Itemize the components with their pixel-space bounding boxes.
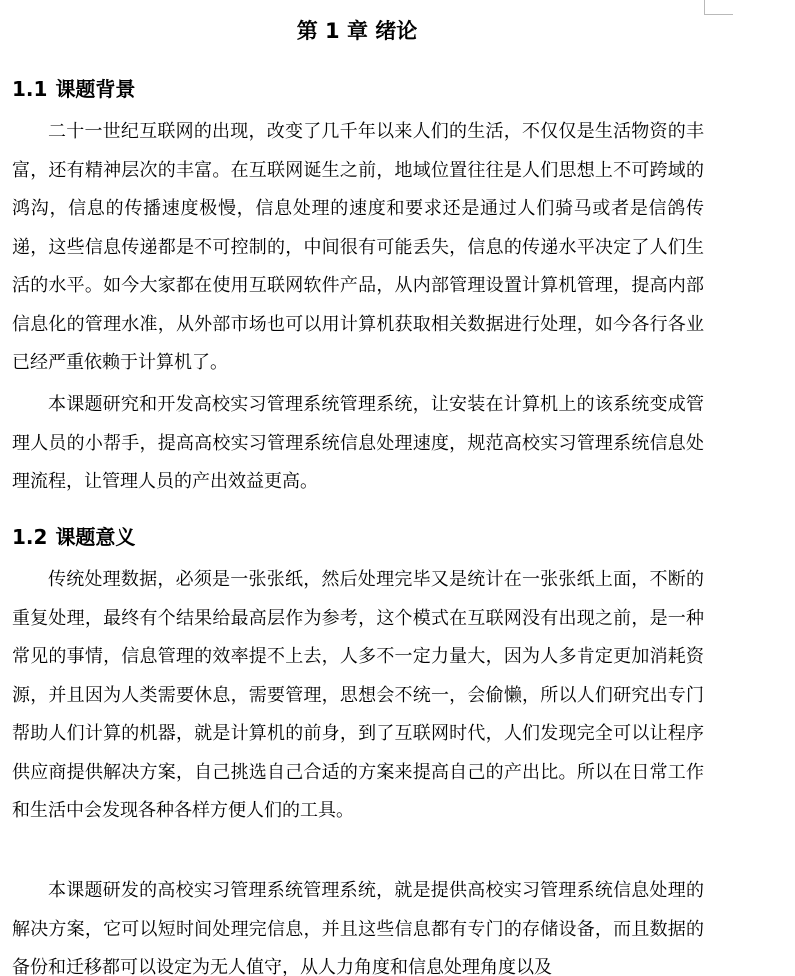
section-title: 课题意义 (55, 525, 136, 549)
section-heading-background (12, 72, 135, 106)
section-number: 1.1 (12, 77, 48, 101)
paragraph-significance-2: 本课题研发的高校实习管理系统管理系统，就是提供高校实习管理系统信息处理的解决方案，它可以短时间处理完信息，并且这些信息都有专门的存储设备，而且数据的备份和迁移都可以设定为无人值守，从人力角度和信息处理角度以及 (12, 880, 704, 976)
paragraph-significance-1: 传统处理数据，必须是一张张纸，然后处理完毕又是统计在一张张纸上面，不断的重复处理，最终有个结果给最高层作为参考，这个模式在互联网没有出现之前，是一种常见的事情，信息管理的效率提不上去，人多不一定力量大，因为人多肯定更加消耗资源，并且因为人类需要休息，需要管理，思想会不统一，会偷懒，所以人们研究出专门帮助人们计算的机器，就是计算机的前身，到了互联网时代，人们发现完全可以让程序供应商提供解决方案，自己挑选自己合适的方案来提高自己的产出比。所以在日常工作和生活中会发现各种各样方便人们的工具。 (12, 569, 704, 821)
section-number: 1.2 (12, 525, 48, 549)
page-corner-mark (704, 0, 733, 15)
section-title: 课题背景 (55, 77, 136, 101)
paragraph-background-1: 二十一世纪互联网的出现，改变了几千年以来人们的生活，不仅仅是生活物资的丰富，还有精神层次的丰富。在互联网诞生之前，地域位置往往是人们思想上不可跨域的鸿沟，信息的传播速度极慢，信息处理的速度和要求还是通过人们骑马或者是信鸽传递，这些信息传递都是不可控制的，中间很有可能丢失，信息的传递水平决定了人们生活的水平。如今大家都在使用互联网软件产品，从内部管理设置计算机管理，提高内部信息化的管理水准，从外部市场也可以用计算机获取相关数据进行处理，如今各行各业已经严重依赖于计算机了。 (12, 121, 704, 373)
chapter-title: 第 1 章 绪论 (296, 19, 418, 43)
section-heading-significance (12, 520, 135, 554)
paragraph-background-2: 本课题研究和开发高校实习管理系统管理系统，让安装在计算机上的该系统变成管理人员的小帮手，提高高校实习管理系统信息处理速度，规范高校实习管理系统信息处理流程，让管理人员的产出效益更高。 (12, 394, 704, 492)
